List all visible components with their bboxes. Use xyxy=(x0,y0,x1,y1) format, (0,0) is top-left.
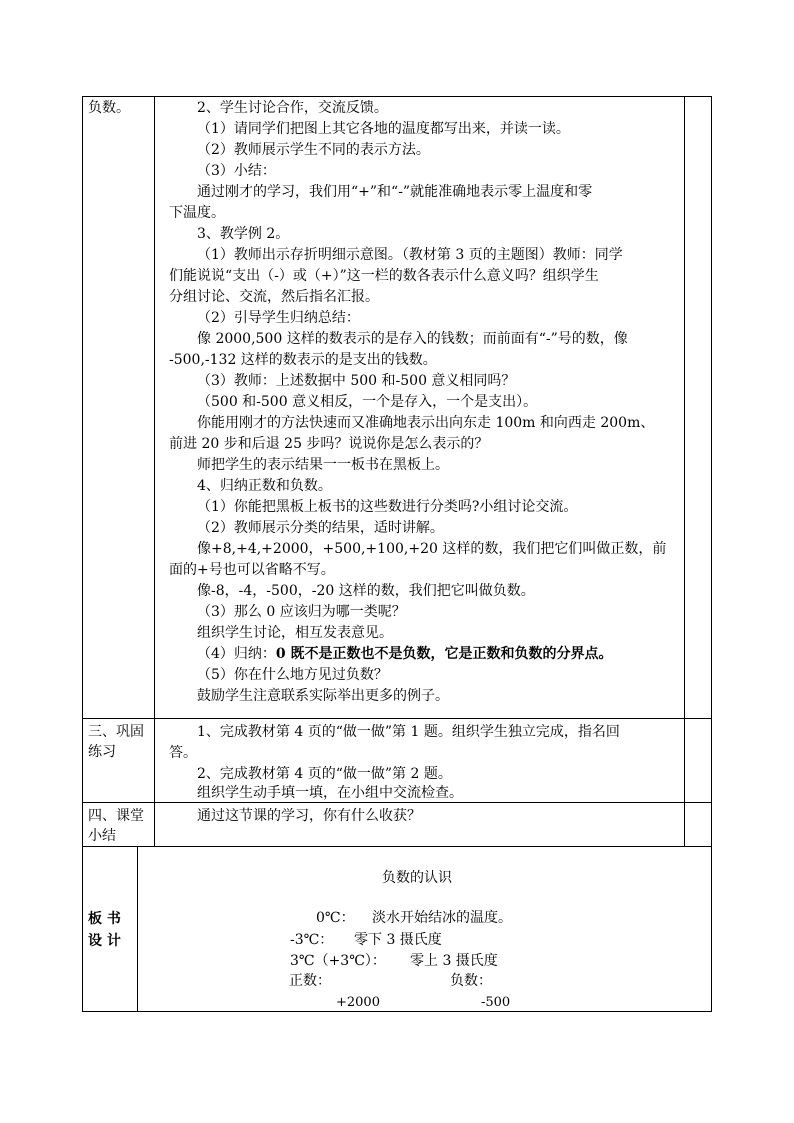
content-line: 师把学生的表示结果一一板书在黑板上。 xyxy=(197,457,449,473)
content-line: 像-8，-4，-500，-20 这样的数，我们把它叫做负数。 xyxy=(197,583,535,599)
board-label: 设 计 xyxy=(88,933,121,949)
content-line: 答。 xyxy=(169,745,197,761)
content-line: 像+8,+4,+2000，+500,+100,+20 这样的数，我们把它们叫做正数，前 xyxy=(197,541,667,557)
content-line: （5）你在什么地方见过负数？ xyxy=(197,667,388,683)
row-label: 负数。 xyxy=(88,100,130,116)
notes-column-divider xyxy=(684,96,685,846)
content-line: 分组讨论、交流，然后指名汇报。 xyxy=(169,289,379,305)
row-divider xyxy=(82,846,712,847)
content-line: （3）小结： xyxy=(197,163,276,179)
content-line: （3）那么 0 应该归为哪一类呢？ xyxy=(197,604,406,620)
board-label: 板 书 xyxy=(88,911,121,927)
content-line: 4、归纳正数和负数。 xyxy=(197,478,332,494)
content-line: 鼓励学生注意联系实际举出更多的例子。 xyxy=(197,688,449,704)
row-label: 练习 xyxy=(88,744,116,760)
content-line xyxy=(197,644,613,664)
content-line: 2、完成教材第 4 页的“做一做”第 2 题。 xyxy=(197,766,452,782)
content-line: 通过这节课的学习，你有什么收获？ xyxy=(197,808,421,824)
label-column-divider xyxy=(154,96,155,846)
positive-label: 正数： xyxy=(289,973,331,989)
content-line: 通过刚才的学习，我们用“+”和“-”就能准确地表示零上温度和零 xyxy=(197,184,593,200)
row-divider xyxy=(82,718,712,719)
content-line: 面的+号也可以省略不写。 xyxy=(169,562,335,578)
content-line: 组织学生讨论，相互发表意见。 xyxy=(197,625,393,641)
content-line: （1）教师出示存折明细示意图。（教材第 3 页的主题图）教师：同学 xyxy=(197,247,623,263)
content-line: 像 2000,500 这样的数表示的是存入的钱数；而前面有“-”号的数，像 xyxy=(197,331,628,347)
content-line: 前进 20 步和后退 25 步吗？说说你是怎么表示的？ xyxy=(169,436,489,452)
table-top-border xyxy=(82,96,712,97)
content-line: （1）你能把黑板上板书的这些数进行分类吗?小组讨论交流。 xyxy=(197,499,578,515)
content-line: 组织学生动手填一填，在小组中交流检查。 xyxy=(197,785,463,801)
content-line: （2）教师展示分类的结果，适时讲解。 xyxy=(197,520,444,536)
board-line: 零上 3 摄氏度 xyxy=(410,953,498,969)
negative-example: -500 xyxy=(481,995,511,1010)
content-line: （2）教师展示学生不同的表示方法。 xyxy=(197,142,430,158)
conclusion-bold-text: 0 既不是正数也不是负数，它是正数和负数的分界点。 xyxy=(275,646,613,662)
table-right-border xyxy=(711,96,712,1012)
board-line: -3℃： xyxy=(290,932,334,948)
row-label: 三、巩固 xyxy=(88,724,144,740)
board-title: 负数的认识 xyxy=(382,870,452,886)
content-line: 1、完成教材第 4 页的“做一做”第 1 题。组织学生独立完成，指名回 xyxy=(197,724,620,740)
content-line: （3）教师：上述数据中 500 和-500 意义相同吗？ xyxy=(197,373,516,389)
board-label-divider xyxy=(137,846,138,1011)
table-left-border xyxy=(82,96,83,1012)
content-line: 3、教学例 2。 xyxy=(197,226,290,242)
content-line: 2、学生讨论合作，交流反馈。 xyxy=(197,100,388,116)
content-line: （500 和-500 意义相反，一个是存入，一个是支出）。 xyxy=(197,394,538,410)
positive-example: +2000 xyxy=(336,995,380,1010)
board-line: 淡水开始结冰的温度。 xyxy=(372,910,512,926)
negative-label: 负数： xyxy=(450,973,492,989)
content-line: 下温度。 xyxy=(169,205,225,221)
board-line: 零下 3 摄氏度 xyxy=(354,932,442,948)
board-line: 0℃： xyxy=(316,910,355,926)
board-line: 3℃（+3℃）： xyxy=(290,953,386,969)
content-line: （1）请同学们把图上其它各地的温度都写出来，并读一读。 xyxy=(197,121,570,137)
content-line: -500,-132 这样的数表示的是支出的钱数。 xyxy=(169,352,437,368)
row-label: 小结 xyxy=(88,828,116,844)
content-line: 们能说说“支出（-）或（+）”这一栏的数各表示什么意义吗？组织学生 xyxy=(169,268,599,284)
content-line: （2）引导学生归纳总结： xyxy=(197,310,360,326)
conclusion-label: （4）归纳： xyxy=(197,646,276,662)
content-line: 你能用刚才的方法快速而又准确地表示出向东走 100m 和向西走 200m、 xyxy=(197,415,655,431)
table-bottom-border xyxy=(82,1011,712,1012)
row-label: 四、课堂 xyxy=(88,808,144,824)
